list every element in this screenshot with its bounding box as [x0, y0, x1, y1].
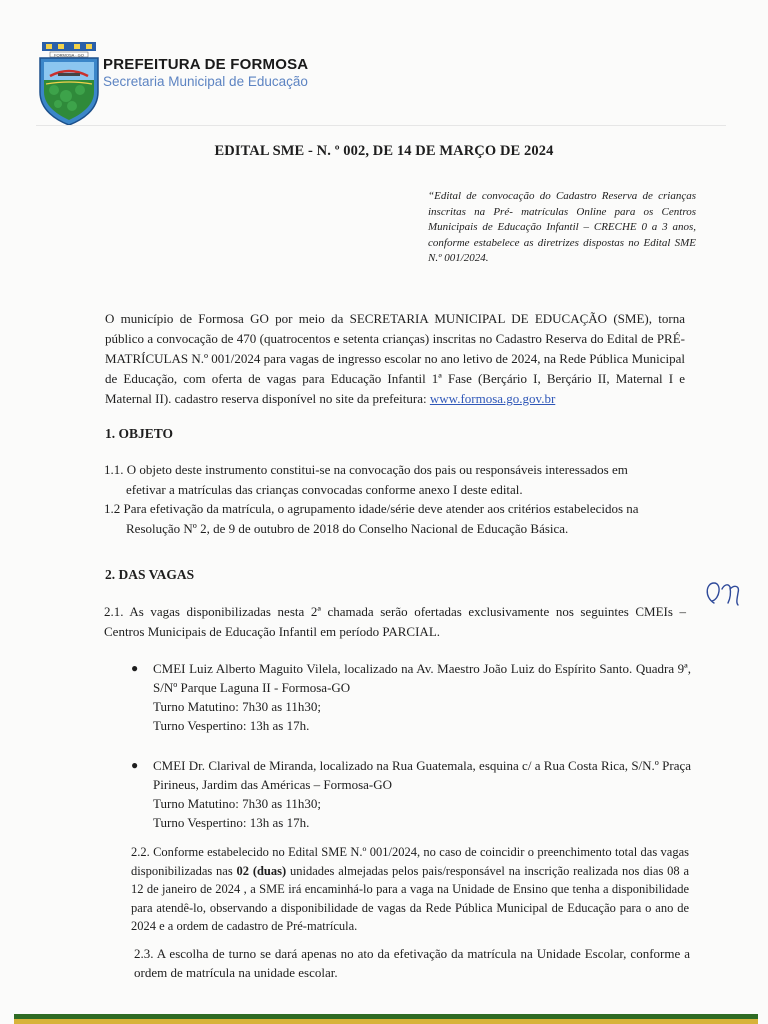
- clause-1-2-line1: 1.2 Para efetivação da matrícula, o agrupamento idade/série deve atender aos critérios estabelecidos na: [104, 501, 639, 516]
- cmei-2-description: CMEI Dr. Clarival de Miranda, localizado na Rua Guatemala, esquina c/ a Rua Costa Rica, S/N.º Praça Pirineus, Jardim das Américas – Formosa-GO: [153, 758, 691, 792]
- cmei-2-afternoon: Turno Vespertino: 13h as 17h.: [153, 815, 310, 830]
- clause-1-2: [104, 499, 694, 539]
- clause-2-2-post: unidades almejadas pelos pais/responsável na inscrição realizada nos dias 08 a 12 de janeiro de 2024 , a SME irá encaminhá-lo para a vaga na Unidade de Ensino que tenha a disponibilidade para atendê-lo, observando a disponibilidade de vagas da Rede Pública Municipal de Educação para o ano de 2024 e a ordem de cadastro de Pré-matrícula.: [131, 863, 689, 933]
- clause-1-1-line2: efetivar a matrículas das crianças convocadas conforme anexo I deste edital.: [126, 482, 523, 497]
- document-title: EDITAL SME - N. º 002, DE 14 DE MARÇO DE 2024: [214, 143, 554, 159]
- clause-2-2: [131, 843, 689, 936]
- header-divider: [36, 125, 726, 126]
- clause-2-1: 2.1. As vagas disponibilizadas nesta 2ª chamada serão ofertadas exclusivamente nos seguintes CMEIs – Centros Municipais de Educação Infantil em período PARCIAL.: [104, 604, 686, 639]
- handwritten-initials: [700, 577, 744, 607]
- cmei-2-morning: Turno Matutino: 7h30 as 11h30;: [153, 796, 322, 811]
- city-crest-icon: [36, 40, 102, 126]
- section-heading-objeto: 1. OBJETO: [105, 426, 174, 441]
- list-item-cmei-1: [131, 659, 691, 735]
- cmei-1-afternoon: Turno Vespertino: 13h as 17h.: [153, 718, 310, 733]
- intro-paragraph: [105, 309, 685, 409]
- clause-1-1: [104, 460, 690, 500]
- clause-1-2-line2: Resolução Nº 2, de 9 de outubro de 2018 do Conselho Nacional de Educação Básica.: [126, 521, 569, 536]
- section-heading-vagas: 2. DAS VAGAS: [105, 567, 195, 582]
- intro-text: O município de Formosa GO por meio da SECRETARIA MUNICIPAL DE EDUCAÇÃO (SME), torna público a convocação de 470 (quatrocentos e setenta crianças) inscritas no Cadastro Reserva do Edital de PRÉ-MATRÍCULAS N.º 001/2024 para vagas de ingresso escolar no ano letivo de 2024, na Rede Pública Municipal de Educação, com oferta de vagas para Educação Infantil 1ª Fase (Berçário I, Berçário II, Maternal I e Maternal II). cadastro reserva disponível no site da prefeitura:: [105, 311, 685, 406]
- prefeitura-website-link[interactable]: www.formosa.go.gov.br: [429, 391, 556, 406]
- clause-2-2-bold: 02 (duas): [236, 863, 287, 878]
- crest-label: FORMOSA · GO: [54, 52, 84, 58]
- epigraph: “Edital de convocação do Cadastro Reserva de crianças inscritas na Pré- matrículas Online para os Centros Municipais de Educação Infantil – CRECHE 0 a 3 anos, conforme estabelece as diretrizes dispostas no Edital SME N.º 001/2024.: [428, 190, 696, 264]
- clause-1-1-line1: 1.1. O objeto deste instrumento constitui-se na convocação dos pais ou responsáveis interessados em: [104, 462, 628, 477]
- footer-color-bar: [14, 1014, 758, 1024]
- cmei-1-morning: Turno Matutino: 7h30 as 11h30;: [153, 699, 322, 714]
- clause-2-3: 2.3. A escolha de turno se dará apenas no ato da efetivação da matrícula na Unidade Escolar, conforme a ordem de matrícula na unidade escolar.: [134, 946, 690, 980]
- org-subtitle: Secretaria Municipal de Educação: [103, 74, 308, 89]
- footer-gold-stripe: [14, 1019, 758, 1024]
- bullet-dot: ●: [131, 758, 139, 772]
- org-header: [103, 56, 308, 89]
- org-name: PREFEITURA DE FORMOSA: [103, 56, 309, 73]
- clause-2-2-pre: 2.2. Conforme estabelecido no Edital SME N.º 001/2024, no caso de coincidir o preenchimento total das vagas disponibilizadas nas: [131, 845, 689, 878]
- bullet-dot: ●: [131, 661, 139, 675]
- cmei-1-description: CMEI Luiz Alberto Maguito Vilela, localizado na Av. Maestro João Luiz do Espírito Santo. Quadra 9ª, S/Nº Parque Laguna II - Formosa-GO: [153, 661, 691, 695]
- list-item-cmei-2: [131, 756, 691, 832]
